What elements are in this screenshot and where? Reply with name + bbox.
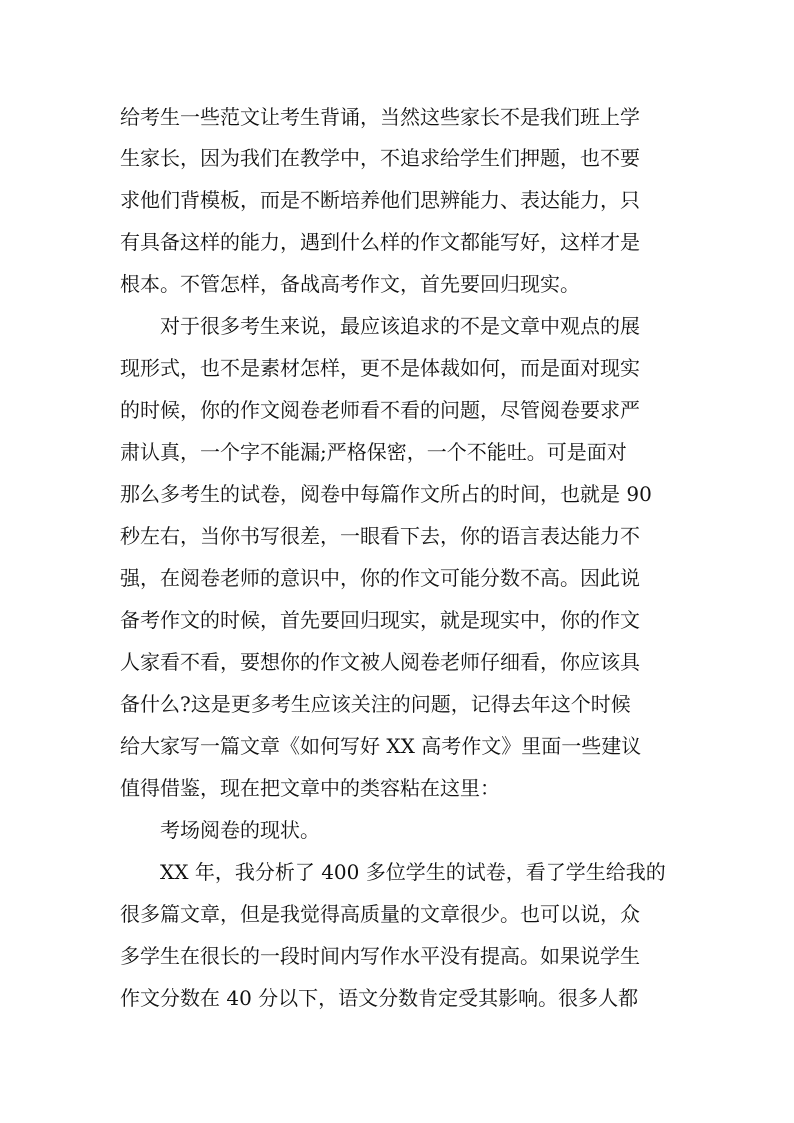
text-line: 现形式，也不是素材怎样，更不是体裁如何，而是面对现实 [120,356,640,380]
text-line: 秒左右，当你书写很差，一眼看下去，你的语言表达能力不 [120,524,640,548]
text-line: 多学生在很长的一段时间内写作水平没有提高。如果说学生 [120,944,640,968]
text-line: 的时候，你的作文阅卷老师看不看的问题，尽管阅卷要求严 [120,398,640,422]
text-line: 很多篇文章，但是我觉得高质量的文章很少。也可以说，众 [120,902,640,926]
text-line: 作文分数在 40 分以下，语文分数肯定受其影响。很多人都 [120,986,639,1010]
text-line: 备什么?这是更多考生应该关注的问题，记得去年这个时候 [120,692,631,716]
text-line: 根本。不管怎样，备战高考作文，首先要回归现实。 [120,272,580,296]
text-line: 给大家写一篇文章《如何写好 XX 高考作文》里面一些建议 [120,734,642,758]
text-line: 那么多考生的试卷，阅卷中每篇作文所占的时间，也就是 90 [120,482,652,506]
text-line: 肃认真，一个字不能漏;严格保密，一个不能吐。可是面对 [120,440,627,464]
text-line: 值得借鉴，现在把文章中的类容粘在这里： [120,776,500,800]
text-line: 有具备这样的能力，遇到什么样的作文都能写好，这样才是 [120,230,640,254]
text-line: 求他们背模板，而是不断培养他们思辨能力、表达能力，只 [120,188,640,212]
text-line: 强，在阅卷老师的意识中，你的作文可能分数不高。因此说 [120,566,640,590]
text-line: 给考生一些范文让考生背诵，当然这些家长不是我们班上学 [120,105,640,129]
text-line: 人家看不看，要想你的作文被人阅卷老师仔细看，你应该具 [120,650,640,674]
paragraph-first-line: 对于很多考生来说，最应该追求的不是文章中观点的展 [160,314,640,338]
text-line: 生家长，因为我们在教学中，不追求给学生们押题，也不要 [120,146,640,170]
paragraph-first-line: XX 年，我分析了 400 多位学生的试卷，看了学生给我的 [160,860,666,884]
section-heading: 考场阅卷的现状。 [160,818,320,842]
text-line: 备考作文的时候，首先要回归现实，就是现实中，你的作文 [120,608,640,632]
